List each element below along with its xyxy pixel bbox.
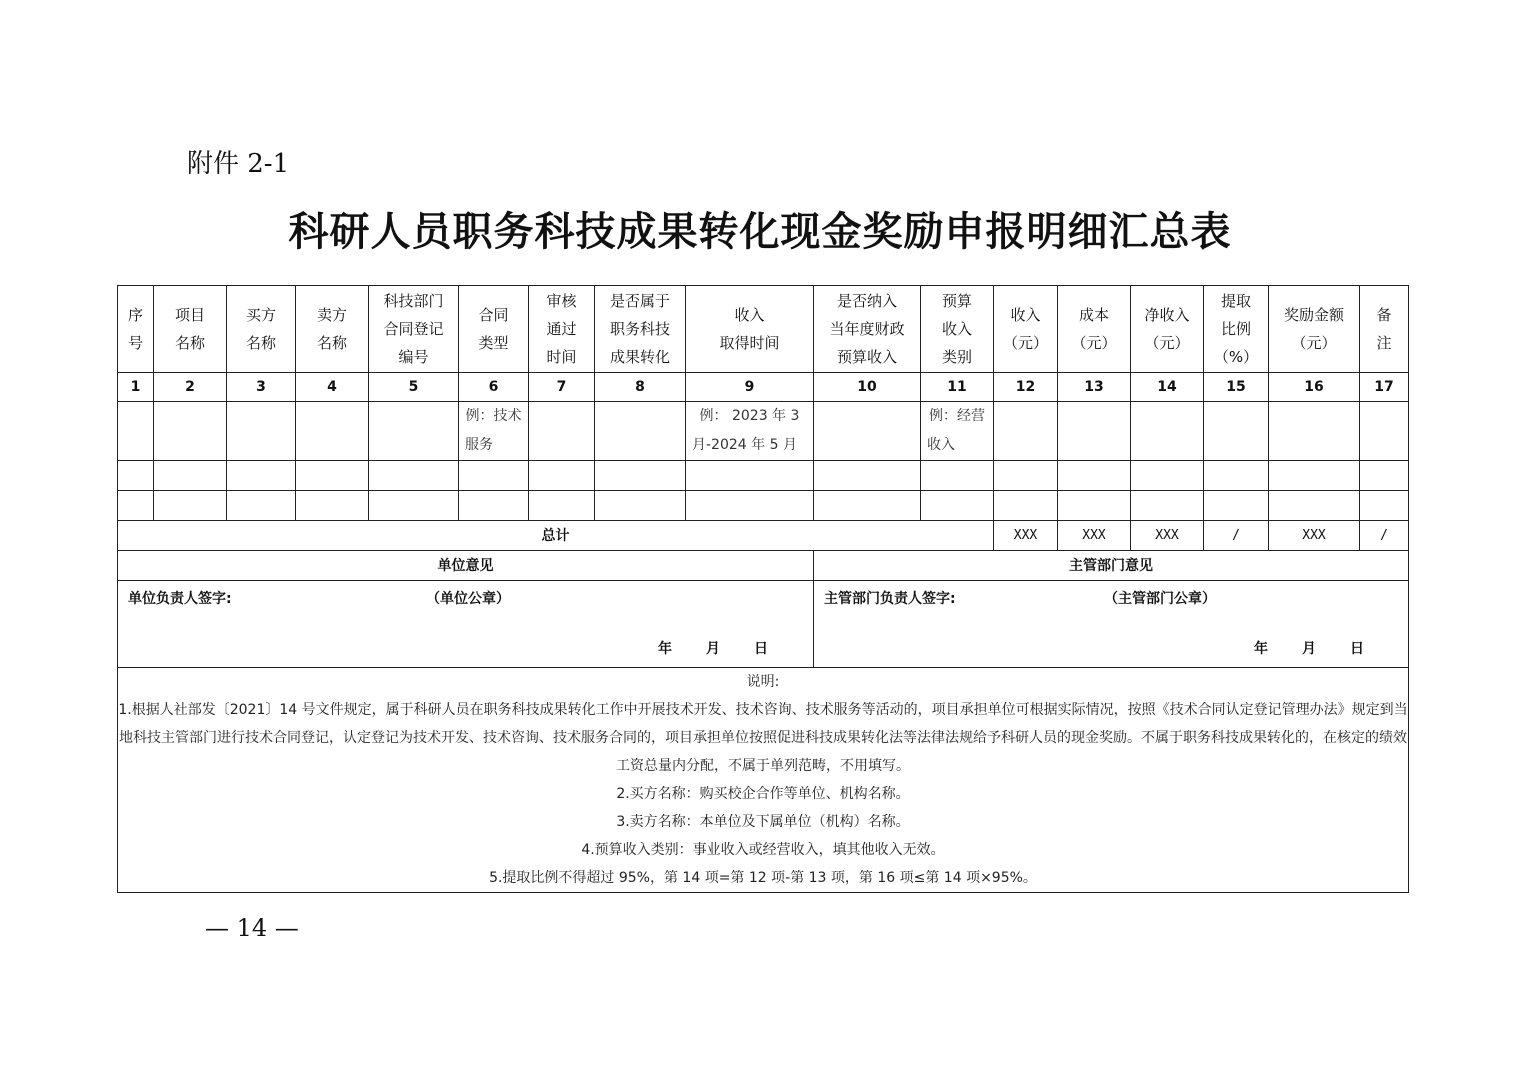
column-number: 15 — [1204, 373, 1269, 402]
column-header-line: 成果转化 — [609, 348, 670, 366]
column-number: 12 — [994, 373, 1058, 402]
note-item: 2.买方名称：购买校企合作等单位、机构名称。 — [616, 786, 910, 802]
column-header — [1131, 286, 1204, 373]
page-number: — 14 — — [205, 914, 299, 942]
column-number: 16 — [1269, 373, 1360, 402]
column-number: 1 — [118, 373, 154, 402]
column-header-line: 收入 — [941, 320, 972, 338]
column-number: 9 — [686, 373, 814, 402]
cell — [118, 402, 154, 461]
header-row — [118, 286, 1409, 373]
cell — [1204, 402, 1269, 461]
column-header-line: 成本 — [1078, 306, 1109, 324]
dept-date-month: 月 — [1302, 641, 1316, 657]
column-header-line: 合同登记 — [383, 320, 444, 338]
column-number: 2 — [154, 373, 227, 402]
notes-cell — [118, 668, 1409, 893]
example-contract-type: 例：技术服务 — [459, 402, 529, 461]
total-income: XXX — [994, 521, 1058, 551]
column-header-line: 合同 — [478, 306, 509, 324]
column-header-line: 提取 — [1220, 292, 1251, 310]
cell — [814, 402, 921, 461]
column-header-line: 是否属于 — [609, 292, 670, 310]
column-header-line: 卖方 — [316, 306, 347, 324]
column-header-line: 名称 — [245, 334, 276, 352]
unit-seal-label: （单位公章） — [426, 591, 510, 607]
unit-date-day: 日 — [754, 641, 768, 657]
column-header — [1058, 286, 1131, 373]
blank-row — [118, 491, 1409, 521]
cell — [1360, 402, 1409, 461]
notes-heading: 说明: — [746, 674, 780, 690]
cell — [227, 402, 296, 461]
cell — [1269, 402, 1360, 461]
unit-signer-label: 单位负责人签字: — [128, 591, 232, 607]
column-header — [227, 286, 296, 373]
column-header-line: （元） — [1071, 334, 1117, 352]
column-number: 14 — [1131, 373, 1204, 402]
column-header-line: 取得时间 — [719, 334, 780, 352]
unit-date-year: 年 — [658, 641, 672, 657]
column-header-line: 注 — [1376, 334, 1392, 352]
total-cost: XXX — [1058, 521, 1131, 551]
column-header-line: 编号 — [398, 348, 429, 366]
note-item: 3.卖方名称：本单位及下属单位（机构）名称。 — [616, 814, 910, 830]
column-header — [595, 286, 686, 373]
column-header-line: 奖励金额 — [1283, 306, 1344, 324]
dept-signature-cell — [814, 581, 1409, 668]
column-header — [296, 286, 369, 373]
column-header — [1269, 286, 1360, 373]
column-header-line: （元） — [1291, 334, 1337, 352]
column-header-line: 类型 — [478, 334, 509, 352]
dept-date-year: 年 — [1254, 641, 1268, 657]
cell — [529, 402, 595, 461]
column-header-line: 审核 — [546, 292, 577, 310]
cell — [154, 402, 227, 461]
total-label: 总计 — [118, 521, 994, 551]
column-number: 6 — [459, 373, 529, 402]
cell — [296, 402, 369, 461]
cell — [1131, 402, 1204, 461]
column-header-line: 收入 — [734, 306, 765, 324]
document-title: 科研人员职务科技成果转化现金奖励申报明细汇总表 — [288, 209, 1232, 255]
column-header-line: 当年度财政 — [829, 320, 905, 338]
unit-signature-cell — [118, 581, 814, 668]
annex-label: 附件 2-1 — [187, 149, 290, 179]
example-budget-category: 例：经营收入 — [921, 402, 994, 461]
note-item: 5.提取比例不得超过 95%，第 14 项=第 12 项-第 13 项，第 16 项≤第 14 项×95%。 — [489, 870, 1037, 886]
opinion-header-row — [118, 551, 1409, 581]
dept-seal-label: （主管部门公章） — [1104, 591, 1216, 607]
dept-date-day: 日 — [1350, 641, 1364, 657]
signature-row — [118, 581, 1409, 668]
column-header — [994, 286, 1058, 373]
column-header — [1204, 286, 1269, 373]
column-number-row — [118, 373, 1409, 402]
unit-date-month: 月 — [706, 641, 720, 657]
column-header — [154, 286, 227, 373]
example-income-time: 例： 2023 年 3 月-2024 年 5 月 — [686, 402, 814, 461]
column-header-line: 预算收入 — [836, 348, 897, 366]
column-header-line: 预算 — [941, 292, 972, 310]
column-header — [118, 286, 154, 373]
total-net-income: XXX — [1131, 521, 1204, 551]
cell — [1058, 402, 1131, 461]
total-ratio: / — [1204, 521, 1269, 551]
column-number: 5 — [369, 373, 459, 402]
cell — [369, 402, 459, 461]
notes-row — [118, 668, 1409, 893]
total-reward: XXX — [1269, 521, 1360, 551]
note-item: 4.预算收入类别：事业收入或经营收入，填其他收入无效。 — [581, 842, 945, 858]
column-header-line: 类别 — [941, 348, 972, 366]
cell — [595, 402, 686, 461]
column-header-line: 通过 — [546, 320, 577, 338]
column-header-line: 收入 — [1010, 306, 1041, 324]
column-header — [814, 286, 921, 373]
column-header-line: 时间 — [546, 348, 577, 366]
note-item: 1.根据人社部发〔2021〕14 号文件规定，属于科研人员在职务科技成果转化工作中开展技术开发、技术咨询、技术服务等活动的，项目承担单位可根据实际情况，按照《技术合同认定登记管理办法》规定到当地科技主管部门进行技术合同登记，认定登记为技术开发、技术咨询、技术服务合同的，项目承担单位按照促进科技成果转化法等法律法规给予科研人员的现金奖励。不属于职务科技成果转化的，在核定的绩效工资总量内分配，不属于单列范畴，不用填写。 — [118, 702, 1408, 774]
column-header — [529, 286, 595, 373]
column-header-line: （元） — [1002, 334, 1048, 352]
column-number: 13 — [1058, 373, 1131, 402]
cell — [994, 402, 1058, 461]
column-header — [921, 286, 994, 373]
total-row — [118, 521, 1409, 551]
column-header-line: 职务科技 — [609, 320, 670, 338]
column-number: 17 — [1360, 373, 1409, 402]
column-header-line: （元） — [1144, 334, 1190, 352]
column-number: 10 — [814, 373, 921, 402]
blank-row — [118, 461, 1409, 491]
dept-opinion-header: 主管部门意见 — [814, 551, 1409, 581]
column-header-line: 项目 — [174, 306, 205, 324]
column-header-line: 是否纳入 — [836, 292, 897, 310]
unit-opinion-header: 单位意见 — [118, 551, 814, 581]
column-number: 11 — [921, 373, 994, 402]
dept-signer-label: 主管部门负责人签字: — [824, 591, 956, 607]
column-number: 7 — [529, 373, 595, 402]
column-header-line: 号 — [127, 334, 143, 352]
column-header — [1360, 286, 1409, 373]
column-header-line: 买方 — [245, 306, 276, 324]
column-header-line: 净收入 — [1144, 306, 1190, 324]
column-header-line: 名称 — [174, 334, 205, 352]
summary-table — [117, 285, 1409, 893]
column-number: 3 — [227, 373, 296, 402]
column-header — [459, 286, 529, 373]
column-header — [686, 286, 814, 373]
column-header-line: （%） — [1213, 348, 1259, 366]
column-header-line: 序 — [127, 306, 143, 324]
column-number: 4 — [296, 373, 369, 402]
column-header-line: 备 — [1376, 306, 1392, 324]
total-remark: / — [1360, 521, 1409, 551]
column-header-line: 比例 — [1220, 320, 1251, 338]
example-row — [118, 402, 1409, 461]
column-header-line: 名称 — [316, 334, 347, 352]
column-number: 8 — [595, 373, 686, 402]
column-header — [369, 286, 459, 373]
column-header-line: 科技部门 — [383, 292, 444, 310]
